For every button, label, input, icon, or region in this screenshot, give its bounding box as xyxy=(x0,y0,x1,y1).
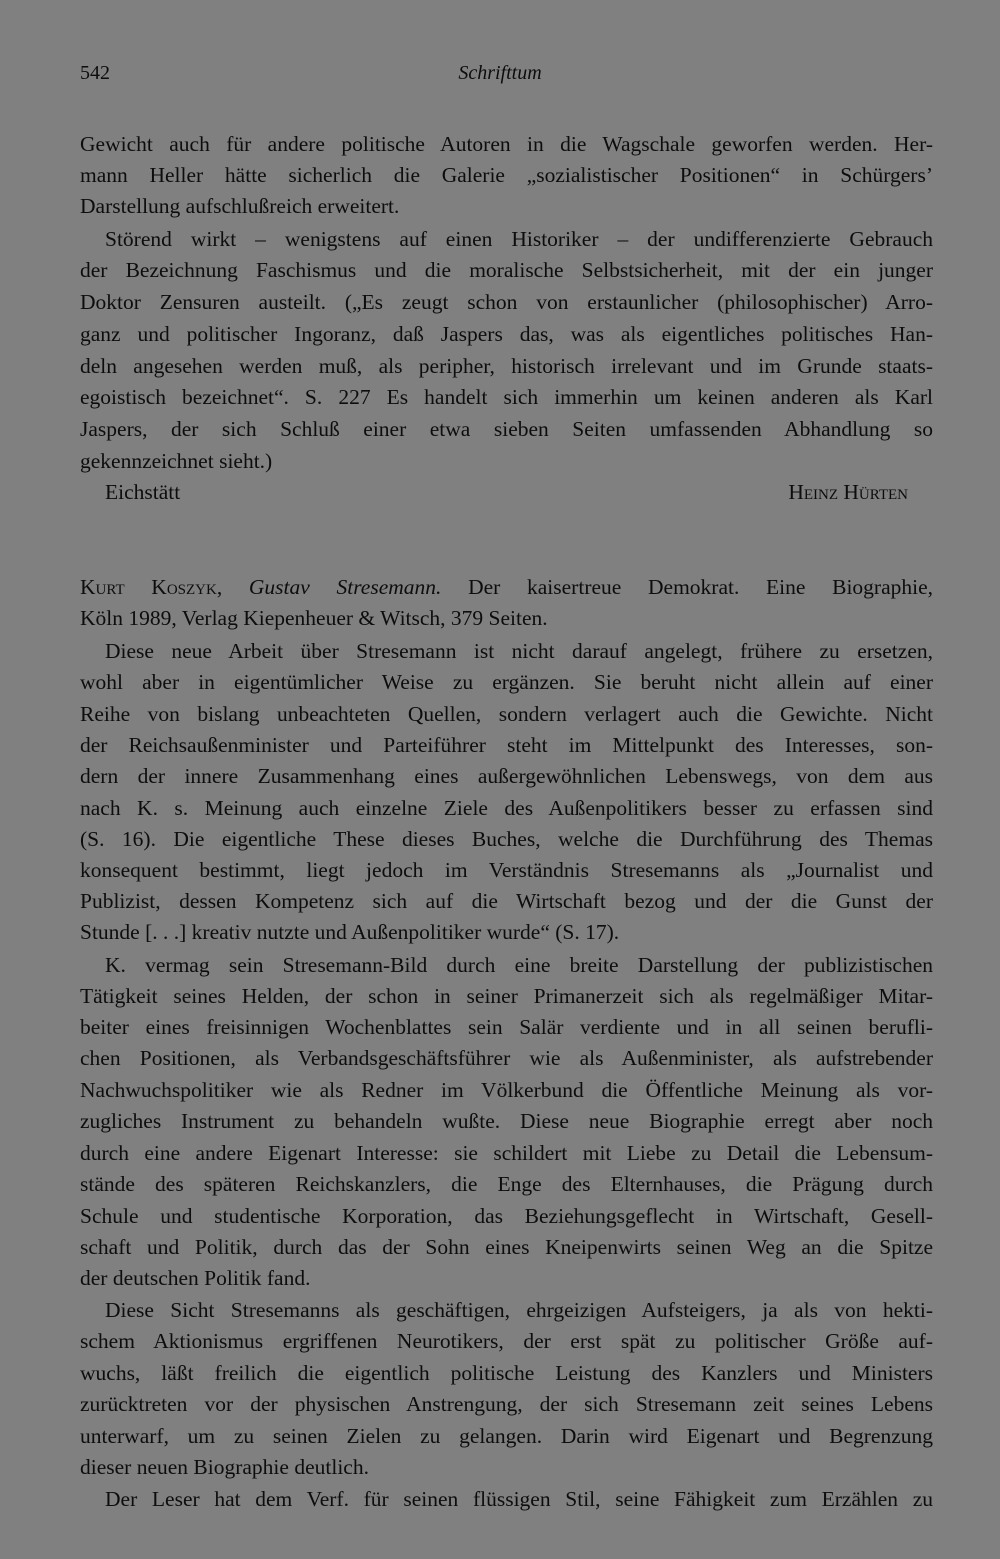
text-line: K. vermag sein Stresemann-Bild durch eine breite Darstellung der publizistischen xyxy=(105,953,933,977)
page-number: 542 xyxy=(80,62,110,84)
text-line: schaft und Politik, durch das der Sohn eines Kneipenwirts seinen Weg an die Spitze xyxy=(80,1235,933,1259)
text-line: gekennzeichnet sieht.) xyxy=(80,449,273,473)
reviewer-name: Heinz Hürten xyxy=(788,480,908,504)
text-line: wohl aber in eigentümlicher Weise zu ergänzen. Sie beruht nicht allein auf einer xyxy=(80,670,933,694)
text-line: wuchs, läßt freilich die eigentlich politische Leistung des Kanzlers und Ministers xyxy=(80,1361,933,1385)
text-line: zurücktreten vor der physischen Anstrengung, der sich Stresemann zeit seines Lebens xyxy=(80,1392,933,1416)
text-line: durch eine andere Eigenart Interesse: sie schildert mit Liebe zu Detail die Lebensum- xyxy=(80,1141,933,1165)
text-line: Darstellung aufschlußreich erweitert. xyxy=(80,194,400,218)
text-line: Stunde [. . .] kreativ nutzte und Außenpolitiker wurde“ (S. 17). xyxy=(80,920,620,944)
text-line: Doktor Zensuren austeilt. („Es zeugt schon von erstaunlicher (philosophischer) Arro- xyxy=(80,290,933,314)
text-line: zugliches Instrument zu behandeln wußte. Diese neue Biographie erregt aber noch xyxy=(80,1109,933,1133)
running-title: Schrifttum xyxy=(458,62,542,84)
text-line: Publizist, dessen Kompetenz sich auf die Wirtschaft bezog und der die Gunst der xyxy=(80,889,933,913)
text-line: deln angesehen werden muß, als peripher, historisch irrelevant und im Grunde staats- xyxy=(80,354,933,378)
text-line: der deutschen Politik fand. xyxy=(80,1266,311,1290)
text-line: Der Leser hat dem Verf. für seinen flüssigen Stil, seine Fähigkeit zum Erzählen zu xyxy=(105,1487,933,1511)
text-line: Tätigkeit seines Helden, der schon in seiner Primanerzeit sich als regelmäßiger Mitar- xyxy=(80,984,933,1008)
text-line: der Bezeichnung Faschismus und die moralische Selbstsicherheit, mit der ein junger xyxy=(80,258,933,282)
text-line: Reihe von bislang unbeachteten Quellen, sondern verlagert auch die Gewichte. Nicht xyxy=(80,702,933,726)
text-line: egoistisch bezeichnet“. S. 227 Es handelt sich immerhin um keinen anderen als Karl xyxy=(80,385,933,409)
text-line: unterwarf, um zu seinen Zielen zu gelangen. Darin wird Eigenart und Begrenzung xyxy=(80,1424,933,1448)
text-line: Nachwuchspolitiker wie als Redner im Völkerbund die Öffentliche Meinung als vor- xyxy=(80,1078,933,1102)
text-line: nach K. s. Meinung auch einzelne Ziele des Außenpolitikers besser zu erfassen sind xyxy=(80,796,933,820)
book-citation xyxy=(80,573,933,601)
text-line: Gewicht auch für andere politische Autoren in die Wagschale geworfen werden. Her- xyxy=(80,132,933,156)
text-line: schem Aktionismus ergriffenen Neurotikers, der erst spät zu politischer Größe auf- xyxy=(80,1329,933,1353)
text-line: Störend wirkt – wenigstens auf einen Historiker – der undifferenzierte Gebrauch xyxy=(105,227,933,251)
text-line: konsequent bestimmt, liegt jedoch im Verständnis Stresemanns als „Journalist und xyxy=(80,858,933,882)
text-line: Jaspers, der sich Schluß einer etwa sieben Seiten umfassenden Abhandlung so xyxy=(80,417,933,441)
text-line: chen Positionen, als Verbandsgeschäftsführer wie als Außenminister, als aufstrebender xyxy=(80,1046,933,1070)
text-line: ganz und politischer Ingoranz, daß Jaspers das, was als eigentliches politisches Han- xyxy=(80,322,933,346)
text-line: Diese neue Arbeit über Stresemann ist nicht darauf angelegt, frühere zu ersetzen, xyxy=(105,639,933,663)
text-line: Schule und studentische Korporation, das Beziehungsgeflecht in Wirtschaft, Gesell- xyxy=(80,1204,933,1228)
book-subtitle: Der kaisertreue Demokrat. Eine Biographie, xyxy=(468,575,933,599)
text-line: mann Heller hätte sicherlich die Galerie „sozialistischer Positionen“ in Schürgers’ xyxy=(80,163,933,187)
text-line: (S. 16). Die eigentliche These dieses Buches, welche die Durchführung des Themas xyxy=(80,827,933,851)
text-line: dern der innere Zusammenhang eines außergewöhnlichen Lebenswegs, von dem aus xyxy=(80,764,933,788)
text-line: stände des späteren Reichskanzlers, die Enge des Elternhauses, die Prägung durch xyxy=(80,1172,933,1196)
text-line: Diese Sicht Stresemanns als geschäftigen, ehrgeizigen Aufsteigers, ja als von hekti- xyxy=(105,1298,933,1322)
book-author: Kurt Koszyk, xyxy=(80,575,223,599)
book-title: Gustav Stresemann. xyxy=(248,575,442,599)
review-place: Eichstätt xyxy=(105,480,181,504)
text-line: dieser neuen Biographie deutlich. xyxy=(80,1455,369,1479)
text-line: der Reichsaußenminister und Parteiführer steht im Mittelpunkt des Interesses, son- xyxy=(80,733,933,757)
text-line: beiter eines freisinnigen Wochenblattes sein Salär verdiente und in all seinen berufli- xyxy=(80,1015,933,1039)
book-publication: Köln 1989, Verlag Kiepenheuer & Witsch, 379 Seiten. xyxy=(80,606,548,630)
